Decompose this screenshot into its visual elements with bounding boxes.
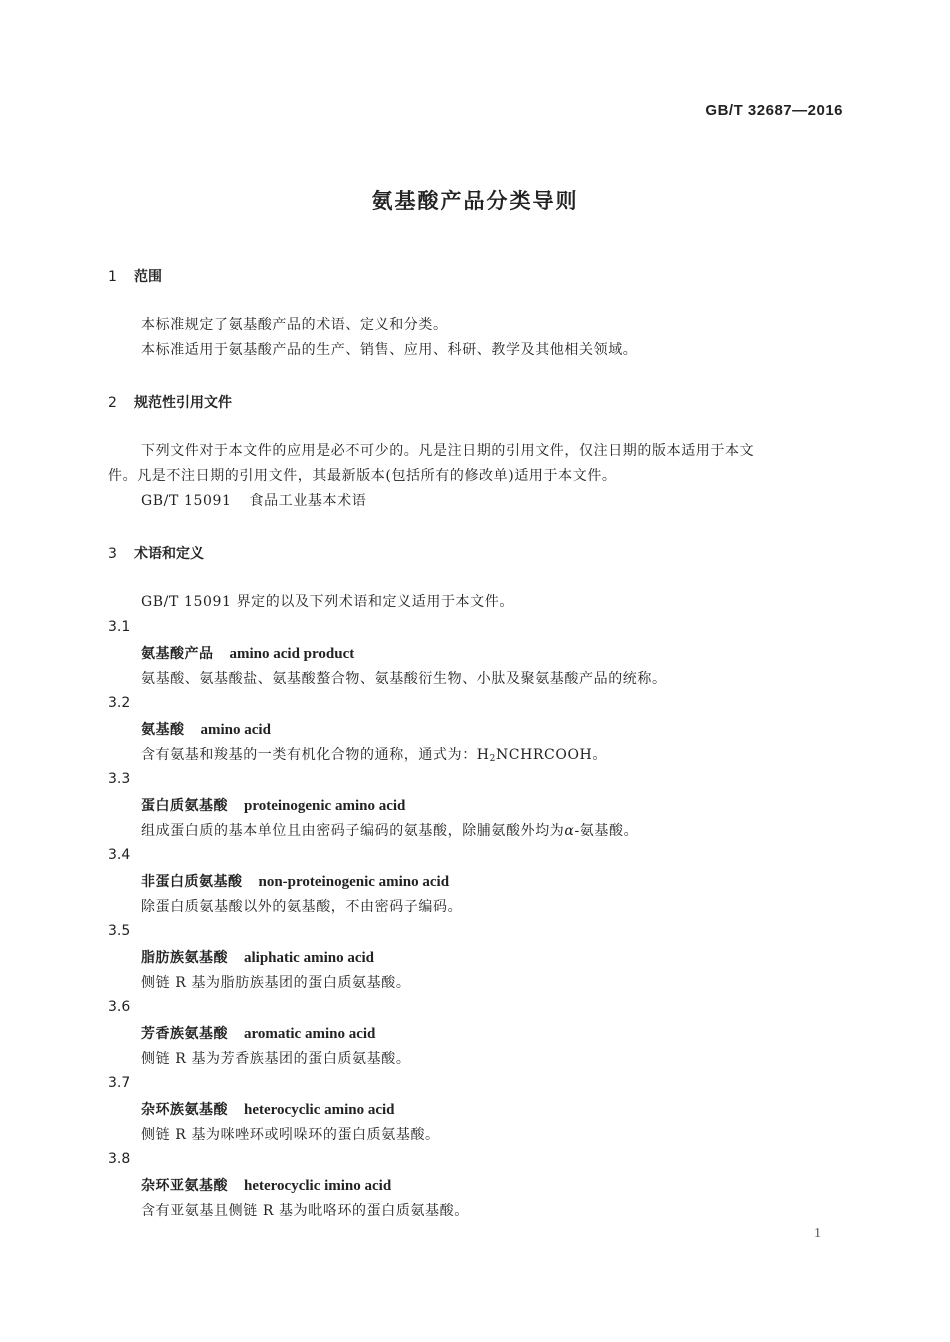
section-title: 规范性引用文件 xyxy=(134,395,232,411)
term-number: 3.3 xyxy=(108,771,131,787)
term-number: 3.2 xyxy=(108,695,131,711)
section-1-paragraph-2: 本标准适用于氨基酸产品的生产、销售、应用、科研、教学及其他相关领域。 xyxy=(141,342,638,358)
term-name xyxy=(141,871,449,891)
section-2-heading xyxy=(108,392,232,412)
term-en: proteinogenic amino acid xyxy=(244,798,406,814)
term-number: 3.4 xyxy=(108,847,131,863)
term-definition xyxy=(141,744,607,764)
term-zh: 氨基酸 xyxy=(141,722,185,738)
term-number: 3.7 xyxy=(108,1075,131,1091)
section-number: 3 xyxy=(108,546,117,562)
section-title: 范围 xyxy=(134,269,162,285)
section-1-heading xyxy=(108,266,162,286)
reference-title: 食品工业基本术语 xyxy=(249,493,367,509)
term-en: heterocyclic imino acid xyxy=(244,1178,392,1194)
term-name xyxy=(141,1099,395,1119)
normative-reference xyxy=(141,489,366,514)
term-definition xyxy=(141,820,638,840)
term-en: amino acid product xyxy=(229,646,355,662)
term-en: aromatic amino acid xyxy=(244,1026,376,1042)
term-en: aliphatic amino acid xyxy=(244,950,375,966)
term-definition: 侧链 R 基为脂肪族基团的蛋白质氨基酸。 xyxy=(141,975,411,991)
reference-code: GB/T 15091 xyxy=(141,493,232,509)
term-number: 3.8 xyxy=(108,1151,131,1167)
term-en: amino acid xyxy=(200,722,271,738)
term-number: 3.1 xyxy=(108,619,131,635)
term-definition: 含有亚氨基且侧链 R 基为吡咯环的蛋白质氨基酸。 xyxy=(141,1203,469,1219)
term-number: 3.6 xyxy=(108,999,131,1015)
term-name xyxy=(141,1023,375,1043)
page-number: 1 xyxy=(814,1226,821,1241)
term-zh: 杂环亚氨基酸 xyxy=(141,1178,228,1194)
definition-text: NCHRCOOH。 xyxy=(495,747,607,763)
subscript: 2 xyxy=(489,754,496,764)
section-number: 2 xyxy=(108,395,117,411)
term-zh: 蛋白质氨基酸 xyxy=(141,798,228,814)
term-zh: 芳香族氨基酸 xyxy=(141,1026,228,1042)
section-1-paragraph-1: 本标准规定了氨基酸产品的术语、定义和分类。 xyxy=(141,317,448,333)
section-3-heading xyxy=(108,543,204,563)
term-name xyxy=(141,719,271,739)
term-zh: 脂肪族氨基酸 xyxy=(141,950,228,966)
term-number: 3.5 xyxy=(108,923,131,939)
term-name xyxy=(141,947,374,967)
term-definition: 除蛋白质氨基酸以外的氨基酸，不由密码子编码。 xyxy=(141,899,463,915)
definition-text: 组成蛋白质的基本单位且由密码子编码的氨基酸，除脯氨酸外均为 xyxy=(141,823,565,839)
term-en: heterocyclic amino acid xyxy=(244,1102,395,1118)
term-definition: 氨基酸、氨基酸盐、氨基酸螯合物、氨基酸衍生物、小肽及聚氨基酸产品的统称。 xyxy=(141,671,667,687)
section-title: 术语和定义 xyxy=(134,546,204,562)
alpha-symbol: α xyxy=(564,823,575,839)
term-name xyxy=(141,643,354,663)
term-zh: 杂环族氨基酸 xyxy=(141,1102,228,1118)
term-name xyxy=(141,795,405,815)
section-3-intro: GB/T 15091 界定的以及下列术语和定义适用于本文件。 xyxy=(141,594,514,610)
term-definition: 侧链 R 基为芳香族基团的蛋白质氨基酸。 xyxy=(141,1051,411,1067)
section-2-paragraph-line-2: 件。凡是不注日期的引用文件，其最新版本(包括所有的修改单)适用于本文件。 xyxy=(108,468,617,484)
definition-text: 含有氨基和羧基的一类有机化合物的通称，通式为：H xyxy=(141,747,490,763)
definition-text: -氨基酸。 xyxy=(574,823,639,839)
term-name xyxy=(141,1175,391,1195)
term-zh: 非蛋白质氨基酸 xyxy=(141,874,243,890)
term-definition: 侧链 R 基为咪唑环或吲哚环的蛋白质氨基酸。 xyxy=(141,1127,440,1143)
section-number: 1 xyxy=(108,269,117,285)
section-2-paragraph-line-1: 下列文件对于本文件的应用是必不可少的。凡是注日期的引用文件，仅注日期的版本适用于本文 xyxy=(141,443,755,459)
term-en: non-proteinogenic amino acid xyxy=(258,874,450,890)
document-title: 氨基酸产品分类导则 xyxy=(371,189,579,213)
term-zh: 氨基酸产品 xyxy=(141,646,214,662)
standard-code: GB/T 32687—2016 xyxy=(705,102,843,119)
